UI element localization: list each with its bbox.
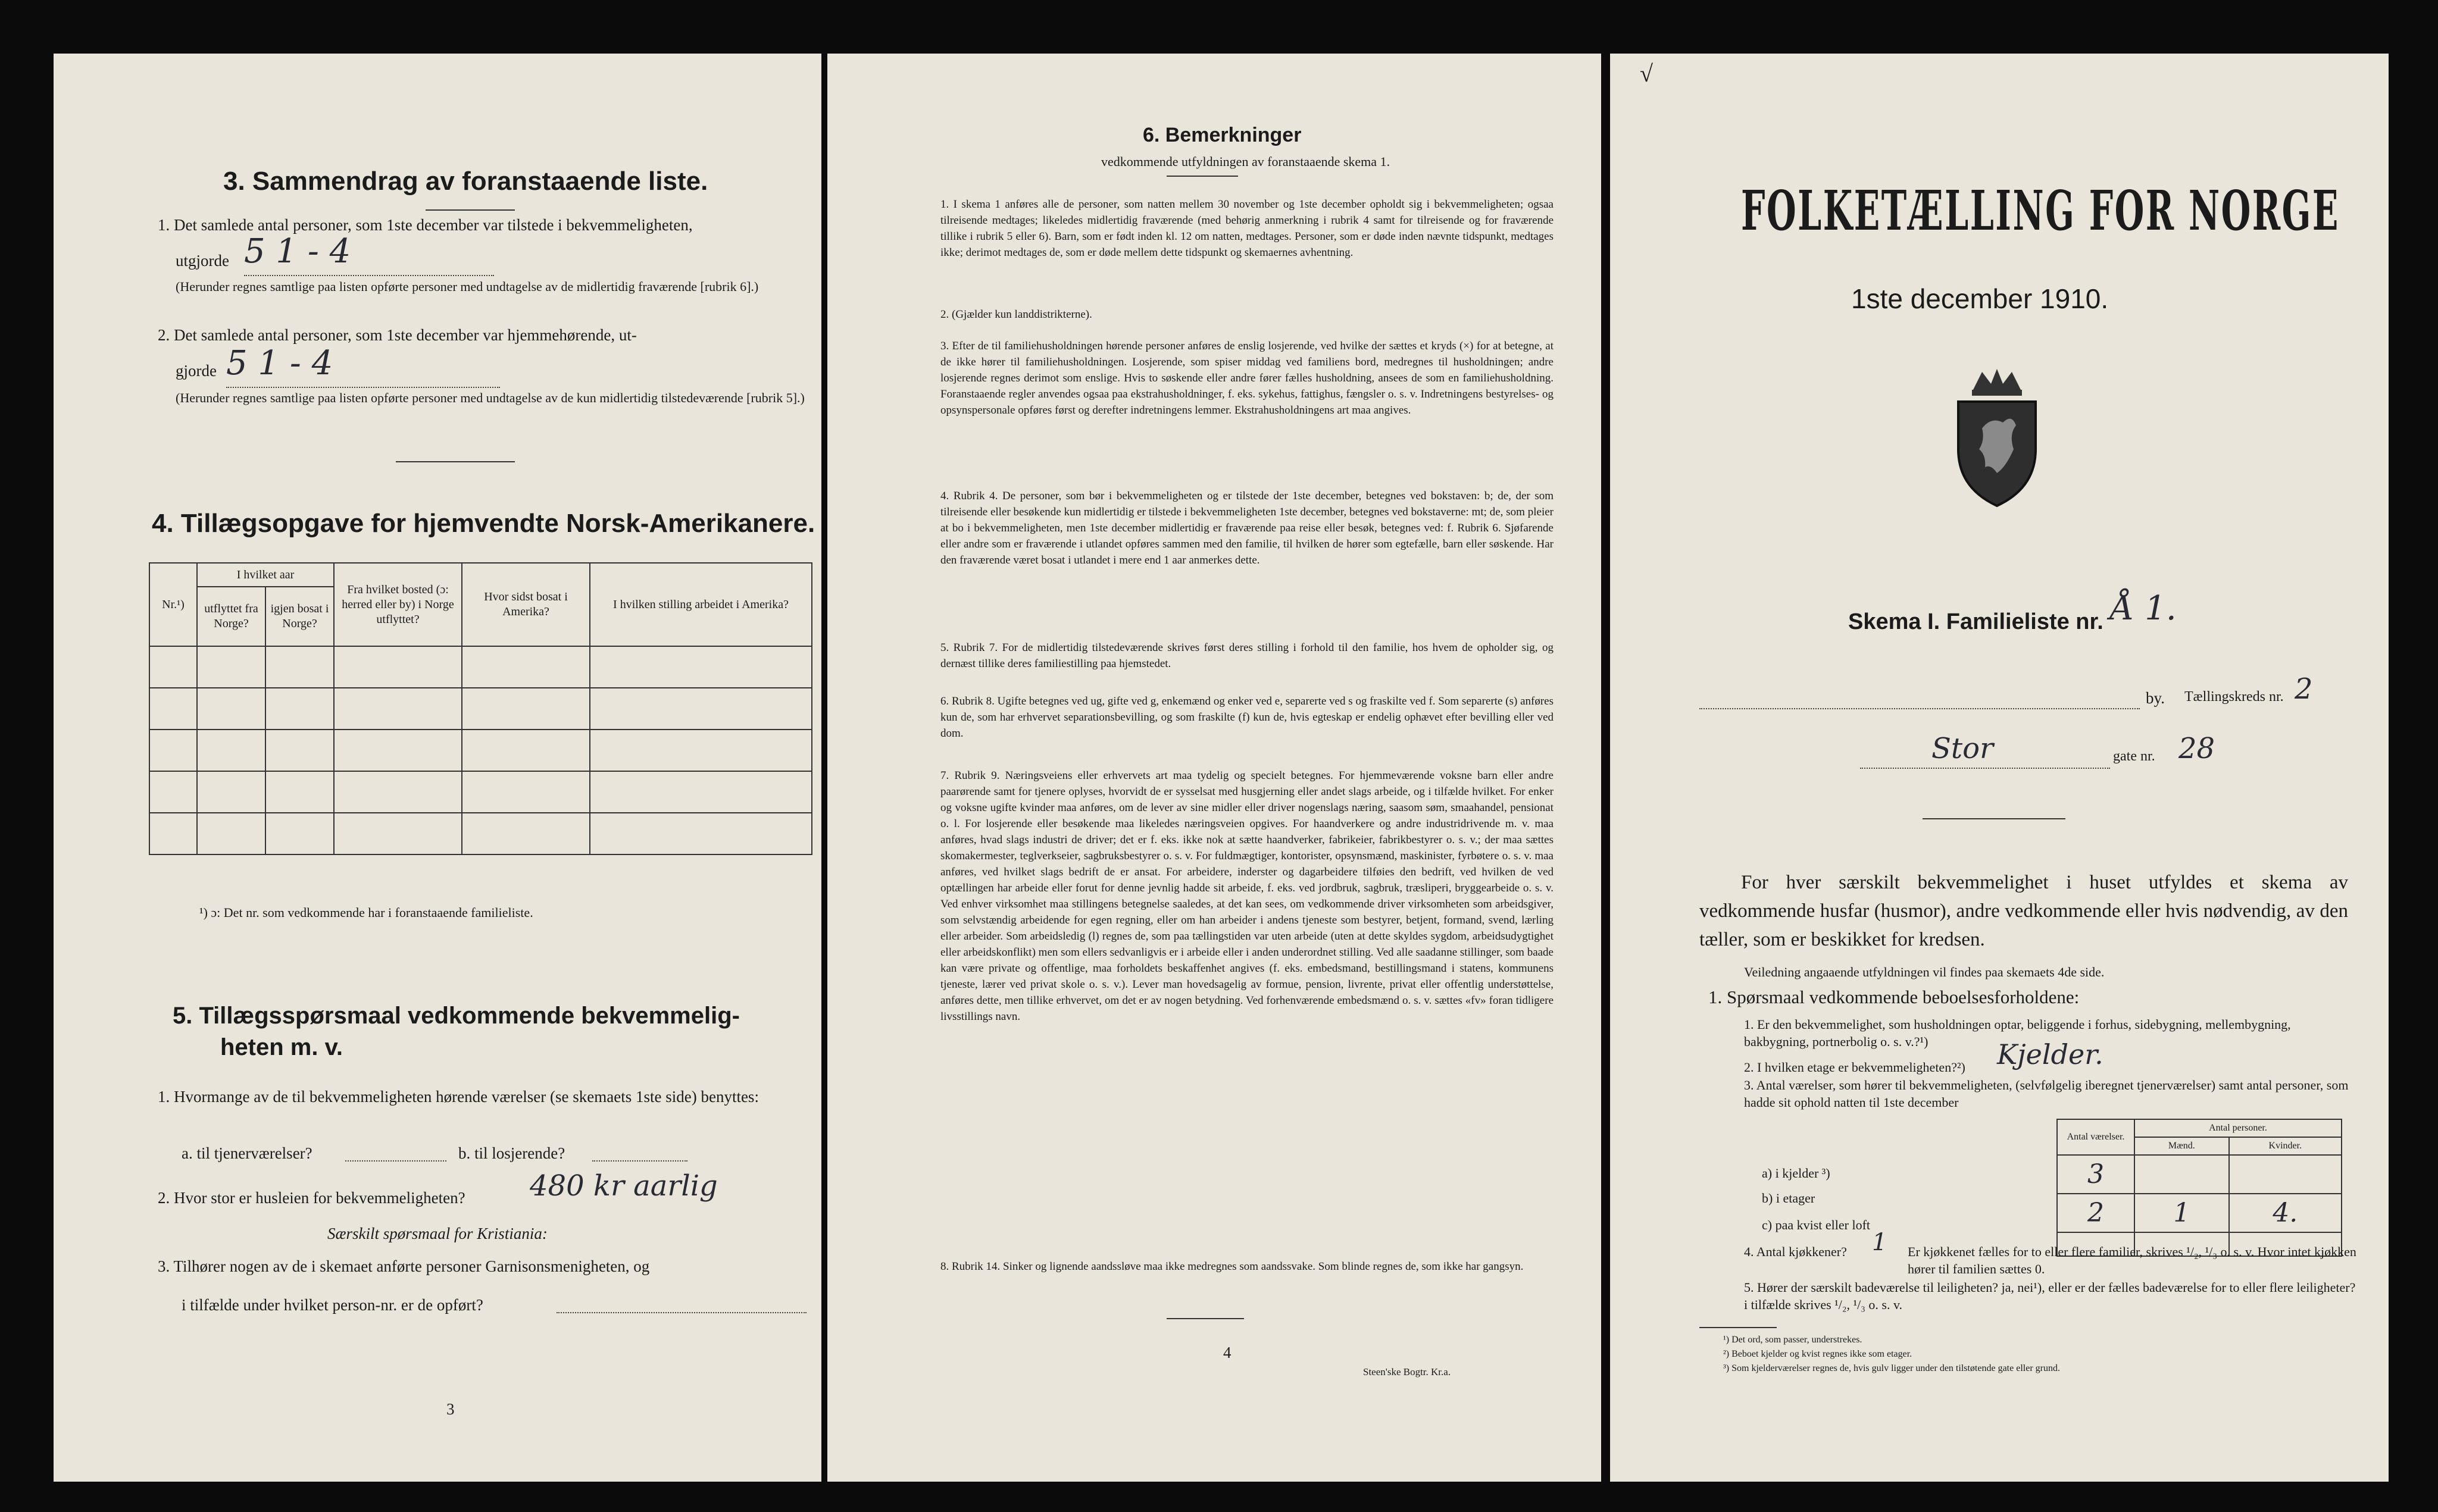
s5-q1a-field[interactable] [345, 1160, 446, 1162]
rooms-persons-table [2056, 1119, 2342, 1257]
krets-label: Tællingskreds nr. [2184, 689, 2284, 705]
remark-7: 7. Rubrik 9. Næringsveiens eller erhvervets art maa tydelig og specielt betegnes. For hjemmeværende voksne barn eller andre paarørende samt for tjenere oplyses, hvorvidt de er sysselsat med husgjerning eller andet slags arbeide, og i tilfælde hvilket. For enker og voksne ugifte kvinder maa anføres, om de lever av sine midler eller driver nogenslags næring, saasom søm, smaahandel, pensionat o. l. For losjerende eller besøkende maa likeledes næringsveien opgives. For haandverkere og andre industridrivende m. v. maa anføres, hvad slags industri de driver; det er f. eks. ikke nok at sætte haandverker, fabrikeier, fabrikbestyrer o. s. v.; der maa sættes skomakermester, teglverkseier, sagbruksbestyrer o. s. v. For fuldmægtiger, kontorister, opsynsmænd, maskinister, fyrbøtere o. s. v. maa anføres, ved hvilket slags bedrift de er ansat. For arbeidere, inderster og dagarbeidere tilføies den bedrift, ved hvilken de ved optællingen har arbeide eller forut for denne jevnlig hadde sit arbeide, f. eks. ved jordbruk, sagbruk, træsliperi, bryggearbeide o. s. v. Ved enhver virksomhet maa stillingens betegnelse saaledes, at det kan sees, om vedkommende driver virksomheten som arbeidsgiver, som selvstændig arbeidende for egen regning, eller om han arbeider i andens tjeneste som bestyrer, betjent, formand, svend, lærling eller arbeider. Som arbeidsledig (l) regnes de, som paa tællingstiden var uten arbeide (uten at dette skyldes sygdom, arbeidsudygtighet eller arbeidskonflikt) men som ellers sedvanligvis er i arbeide eller i anden underordnet stilling. Ved alle saadanne stillinger, som baade kan være private og offentlige, maa forholdets beskaffenhet angives (f. eks. embedsmand, bestillingsmand i statens, kommunens tjeneste, lærer ved privat skole o. s. v.). Lever man hovedsagelig av formue, pension, livrente, privat eller offentlig understøttelse, anføres dette, men tillike erhvervet, om det er av nogen betydning. Ved forhenværende embedsmænd o. s. v. sættes «fv» foran tidligere livsstillings navn. [940, 769, 1554, 1023]
page-number: 4 [1223, 1344, 1231, 1361]
intro-text: For hver særskilt bekvemmelighet i huset utfyldes et skema av vedkommende husfar (husmor), andre vedkommende eller hvis nødvendig, av den tæller, som er beskikket for kredsen. [1699, 872, 2348, 950]
s5-q3-field[interactable] [557, 1312, 807, 1313]
divider [426, 209, 515, 211]
s3-item2-label: gjorde [176, 362, 217, 380]
divider [396, 461, 515, 462]
bemerkninger-title: 6. Bemerkninger [1143, 124, 1302, 146]
table-row: 3 [2057, 1155, 2342, 1194]
s5-q3-line1: 3. Tilhører nogen av de i skemaet anførte personer Garnisonsmenigheten, og [158, 1257, 650, 1275]
s3-item2: 2. Det samlede antal personer, som 1ste december var hjemmehørende, ut- [158, 326, 637, 344]
table-row [149, 813, 812, 854]
question-5: 5. Hører der særskilt badeværelse til leiligheten? ja, nei¹), eller er der fælles badeværelse for to eller flere leiligheter? i tilfælde skrives ¹/₂, ¹/₃ o. s. v. [1744, 1280, 2356, 1312]
col-rooms: Antal værelser. [2057, 1119, 2134, 1155]
section-5-title: 5. Tillægsspørsmaal vedkommende bekvemmelig- heten m. v. [173, 1003, 740, 1060]
s3-item1-note: (Herunder regnes samtlige paa listen opførte personer med undtagelse av de midlertidig fraværende [rubrik 6].) [176, 279, 759, 294]
col-group-aar: I hvilket aar [197, 563, 334, 587]
s5-q1b: b. til losjerende? [458, 1144, 565, 1162]
col-persons: Antal personer. [2134, 1119, 2342, 1137]
col-fra: Fra hvilket bosted (ɔ: herred eller by) i Norge utflyttet? [334, 563, 462, 646]
row-label-c: c) paa kvist eller loft [1762, 1217, 1871, 1232]
veiledning-text: Veiledning angaaende utfyldningen vil findes paa skemaets 4de side. [1744, 965, 2105, 979]
row-label-b: b) i etager [1762, 1191, 1815, 1206]
gate-number[interactable]: 28 [2178, 732, 2215, 765]
by-field[interactable] [1699, 708, 2140, 709]
row-label-a: a) i kjelder ³) [1762, 1166, 1830, 1181]
question-4-rest: Er kjøkkenet fælles for to eller flere familier, skrives ¹/₂, ¹/₃ o. s. v. Hvor intet kjøkken hører til familien sættes 0. [1908, 1244, 2356, 1276]
s5-q1: 1. Hvormange av de til bekvemmeligheten hørende værelser (se skemaets 1ste side) benyttes: [158, 1088, 759, 1106]
question-1: 1. Er den bekvemmelighet, som husholdningen optar, beliggende i forhus, sidebygning, mellembygning, bakbygning, portnerbolig o. s. v.?¹) [1744, 1017, 2291, 1049]
questions-heading: 1. Spørsmaal vedkommende beboelsesforholdene: [1708, 987, 2080, 1007]
ornament-divider [1923, 818, 2065, 819]
s5-q1a: a. til tjenerværelser? [182, 1144, 312, 1162]
page-4 [827, 54, 1601, 1482]
s3-item1: 1. Det samlede antal personer, som 1ste december var tilstede i bekvemmeligheten, [158, 216, 693, 234]
printer-name: Steen'ske Bogtr. Kr.a. [1363, 1366, 1451, 1378]
s5-special: Særskilt spørsmaal for Kristiania: [327, 1225, 548, 1242]
section-4-title: 4. Tillægsopgave for hjemvendte Norsk-Amerikanere. [152, 509, 815, 538]
s4-footnote: ¹) ɔ: Det nr. som vedkommende har i foranstaaende familieliste. [199, 905, 533, 920]
col-sidst: Hvor sidst bosat i Amerika? [462, 563, 590, 646]
s5-q3-line2: i tilfælde under hvilket person-nr. er de opført? [182, 1296, 483, 1314]
question-2-answer[interactable]: Kjelder. [1997, 1038, 2103, 1070]
question-3: 3. Antal værelser, som hører til bekvemmeligheten, (selvfølgelig iberegnet tjenerværelser) samt antal personer, som hadde sit ophold natten til 1ste december [1744, 1078, 2349, 1110]
s5-q1b-field[interactable] [592, 1160, 687, 1162]
norsk-amerikanere-table [149, 562, 812, 855]
s3-item1-label: utgjorde [176, 252, 229, 270]
page-1-cover [1610, 54, 2389, 1482]
question-4-answer[interactable]: 1 [1872, 1229, 1887, 1256]
skema-label: Skema I. Familieliste nr. [1848, 609, 2103, 634]
familieliste-number[interactable]: Å 1. [2110, 589, 2177, 628]
col-stilling: I hvilken stilling arbeidet i Amerika? [590, 563, 812, 646]
census-date: 1ste december 1910. [1851, 283, 2109, 314]
remark-3: 3. Efter de til familiehusholdningen hørende personer anføres de enslig losjerende, ved hvilke der sættes et kryds (×) for at betegne, at de ikke hører til familiehusholdningen. Losjerende, som spiser middag ved familiens bord, medregnes til husholdningen; andre losjerende regnes derimot som enslige. Hvis to søskende eller andre fører fælles husholdning, ansees de som en familiehusholdning. Foranstaaende regler anvendes ogsaa paa ekstrahusholdninger, f. eks. sykehus, fattighus, fængsler o. s. v. Indretningens bestyrelses- og opsynspersonale opføres først og derefter indretningens lemmer. Ekstrahusholdningens art maa angives. [940, 340, 1554, 417]
s3-item1-value[interactable]: 5 1 - 4 [244, 232, 494, 276]
col-utflyttet: utflyttet fra Norge? [197, 587, 265, 646]
divider [1167, 1318, 1244, 1319]
col-men: Mænd. [2134, 1137, 2229, 1155]
s5-q2: 2. Hvor stor er husleien for bekvemmeligheten? [158, 1189, 465, 1207]
s3-item2-note: (Herunder regnes samtlige paa listen opførte personer med undtagelse av de kun midlertidig tilstedeværende [rubrik 5].) [176, 390, 805, 405]
remark-4: 4. Rubrik 4. De personer, som bør i bekvemmeligheten og er tilstede der 1ste december, betegnes ved bokstaven: b; de, der som tilreisende eller besøkende kun midlertidig er tilstede i bekvemmeligheten 1ste december, betegnes ved bokstaverne: mt; de, som pleier at bo i bekvemmeligheten, men 1ste december midlertidig er fraværende paa reise eller besøk, betegnes ved: f. Rubrik 6. Sjøfarende eller andre som er fraværende i utlandet opføres sammen med den familie, til hvilken de hører som egtefælle, barn eller søskende. Har den fraværende været bosat i utlandet i mere end 1 aar anmerkes dette. [940, 490, 1554, 566]
table-row [149, 688, 812, 730]
main-title: FOLKETÆLLING FOR NORGE [1741, 179, 2340, 243]
coat-of-arms-icon [1949, 366, 2045, 509]
question-4: 4. Antal kjøkkener? [1744, 1244, 1847, 1259]
col-nr: Nr.¹) [149, 563, 197, 646]
bemerkninger-subtitle: vedkommende utfyldningen av foranstaaende skema 1. [1101, 154, 1390, 169]
remark-5: 5. Rubrik 7. For de midlertidig tilstedeværende skrives først deres stilling i forhold til den familie, hos hvem de opholder sig, og dernæst tillike deres familiestilling paa hjemstedet. [940, 641, 1554, 670]
table-row [149, 730, 812, 771]
by-label: by. [2146, 689, 2165, 707]
question-2: 2. I hvilken etage er bekvemmeligheten?²) [1744, 1060, 1965, 1075]
krets-number[interactable]: 2 [2295, 672, 2313, 706]
remark-2: 2. (Gjælder kun landdistrikterne). [940, 308, 1092, 321]
remark-8: 8. Rubrik 14. Sinker og lignende aandssløve maa ikke medregnes som aandssvake. Som blinde regnes de, som ikke har gangsyn. [940, 1260, 1524, 1273]
remark-1: 1. I skema 1 anføres alle de personer, som natten mellem 30 november og 1ste december opholdt sig i bekvemmeligheten; ogsaa tilreisende medtages; likeledes midlertidig fraværende (med behørig anmerkning i rubrik 4 samt for tilreisende og for fraværende tillike i rubrik 5 eller 6). Barn, som er født inden kl. 12 om natten, medtages. Personer, som er døde inden nævnte tidspunkt, medtages ikke; derimot medtages de, som er døde mellem dette tidspunkt og skemaernes avhentning. [940, 198, 1554, 259]
page-3 [54, 54, 821, 1482]
col-igjen: igjen bosat i Norge? [265, 587, 334, 646]
table-row [149, 771, 812, 813]
remark-6: 6. Rubrik 8. Ugifte betegnes ved ug, gifte ved g, enkemænd og enker ved e, separerte ved s og fraskilte ved f. Som separerte (s) anføres kun de, som har erhvervet separationsbevilling, og som fraskilte (f) kun de, hvis egteskap er endelig ophævet efter bevilling eller ved dom. [940, 695, 1554, 740]
col-women: Kvinder. [2229, 1137, 2342, 1155]
gate-nr-label: gate nr. [2113, 749, 2155, 764]
s5-q2-value[interactable]: 480 kr aarlig [530, 1169, 718, 1203]
divider [1699, 1327, 1777, 1328]
table-row: 2 1 4. [2057, 1194, 2342, 1232]
footnotes: ¹) Det ord, som passer, understrekes. ²) Beboet kjelder og kvist regnes ikke som etager. ³) Som kjelderværelser regnes de, hvis gulv ligger under den tilstøtende gate eller grund. [1723, 1335, 2060, 1373]
gate-field[interactable] [1860, 768, 2110, 769]
check-mark: √ [1640, 60, 1653, 87]
page-number: 3 [446, 1400, 455, 1418]
s3-item2-value[interactable]: 5 1 - 4 [226, 344, 500, 388]
gate-name[interactable]: Stor [1931, 732, 1994, 765]
divider [1167, 176, 1238, 177]
section-3-title: 3. Sammendrag av foranstaaende liste. [223, 167, 708, 196]
table-row [149, 646, 812, 688]
